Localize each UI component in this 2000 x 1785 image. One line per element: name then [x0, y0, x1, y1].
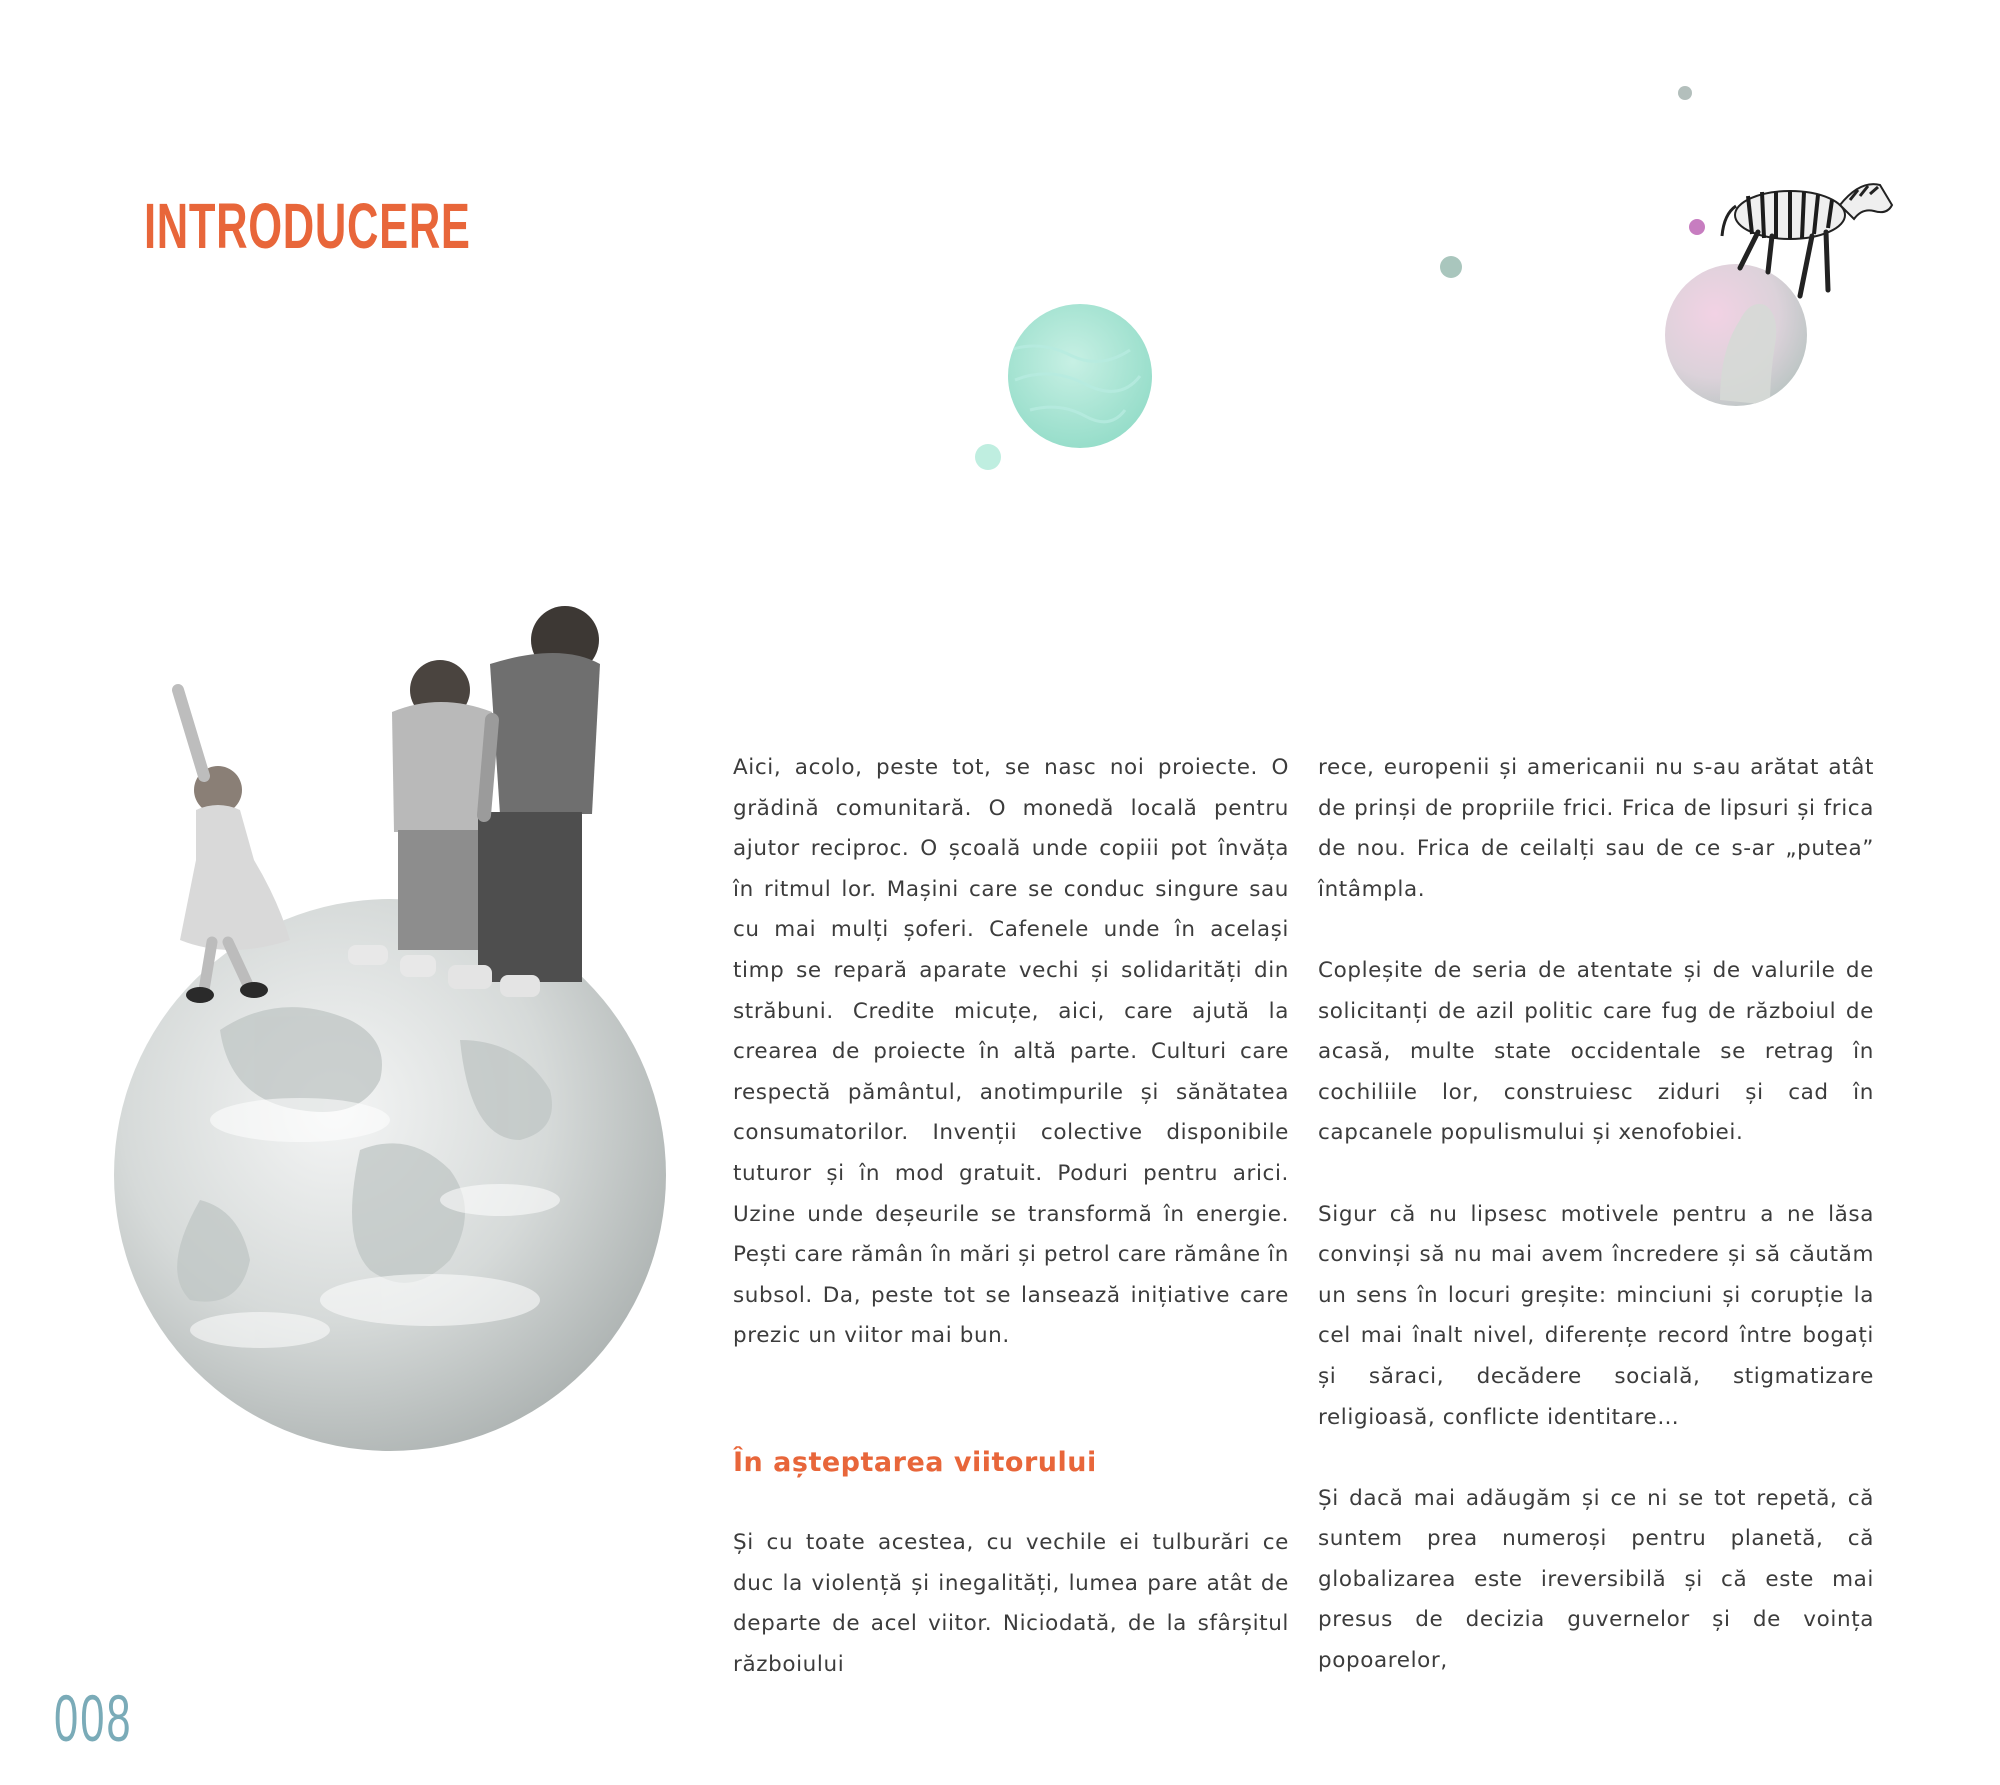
section-heading: În așteptarea viitorului: [733, 1446, 1097, 1478]
page-title: INTRODUCERE: [144, 190, 471, 262]
paragraph: rece, europenii și americanii nu s-au arătat atât de prinși de propriile frici. Frica de lipsuri și frica de nou. Frica de ceilalți sau de ce s-ar „putea” întâmpla.: [1318, 755, 1874, 902]
pink-planet: [1665, 264, 1807, 406]
text-column-left: [733, 748, 1289, 1685]
earth-globe-image: [114, 899, 666, 1451]
intro-paragraph: Aici, acolo, peste tot, se nasc noi proiecte. O grădină comunitară. O monedă locală pentru ajutor reciproc. O școală unde copiii pot învăța în ritmul lor. Mașini care se conduc singure sau cu mai mulți șoferi. Cafenele unde în același timp se repară aparate vechi și solidarități din străbuni. Credite micuțe, aici, care ajută la crearea de proiecte în altă parte. Culturi care respectă pământul, anotimpurile și sănătatea consumatorilor. Invenții colective disponibile tuturor și în mod gratuit. Poduri pentru arici. Uzine unde deșeurile se transformă în energie. Pești care rămân în mări și petrol care rămâne în subsol. Da, peste tot se lansează inițiative care prezic un viitor mai bun.: [733, 755, 1289, 1349]
page-number: 008: [54, 1681, 133, 1755]
text-column-right: [1318, 748, 1874, 1682]
paragraph: Copleșite de seria de atentate și de valurile de solicitanți de azil politic care fug de războiul de acasă, multe state occidentale se retrag în cochiliile lor, construiesc ziduri și cad în capcanele populismului și xenofobiei.: [1318, 957, 1874, 1146]
paragraph: Sigur că nu lipsesc motivele pentru a ne lăsa convinși să nu mai avem încredere și să căutăm un sens în locuri greșite: minciuni și corupție la cel mai înalt nivel, diferențe record între bogați și săraci, decădere socială, stigmatizare religioasă, conflicte identitare…: [1318, 1201, 1874, 1430]
paragraph: Și dacă mai adăugăm și ce ni se tot repetă, că suntem prea numeroși pentru planetă, că globalizarea este ireversibilă și că este mai presus de decizia guvernelor și de voința popoarelor,: [1318, 1485, 1874, 1674]
section-paragraph: Și cu toate acestea, cu vechile ei tulburări ce duc la violență și inegalități, lumea pare atât de departe de acel viitor. Niciodată, de la sfârșitul războiului: [733, 1529, 1289, 1677]
mint-dot: [975, 444, 1001, 470]
grey-dot: [1678, 86, 1692, 100]
mint-planet: [1008, 304, 1152, 448]
magenta-dot: [1689, 219, 1705, 235]
teal-dot: [1440, 256, 1462, 278]
